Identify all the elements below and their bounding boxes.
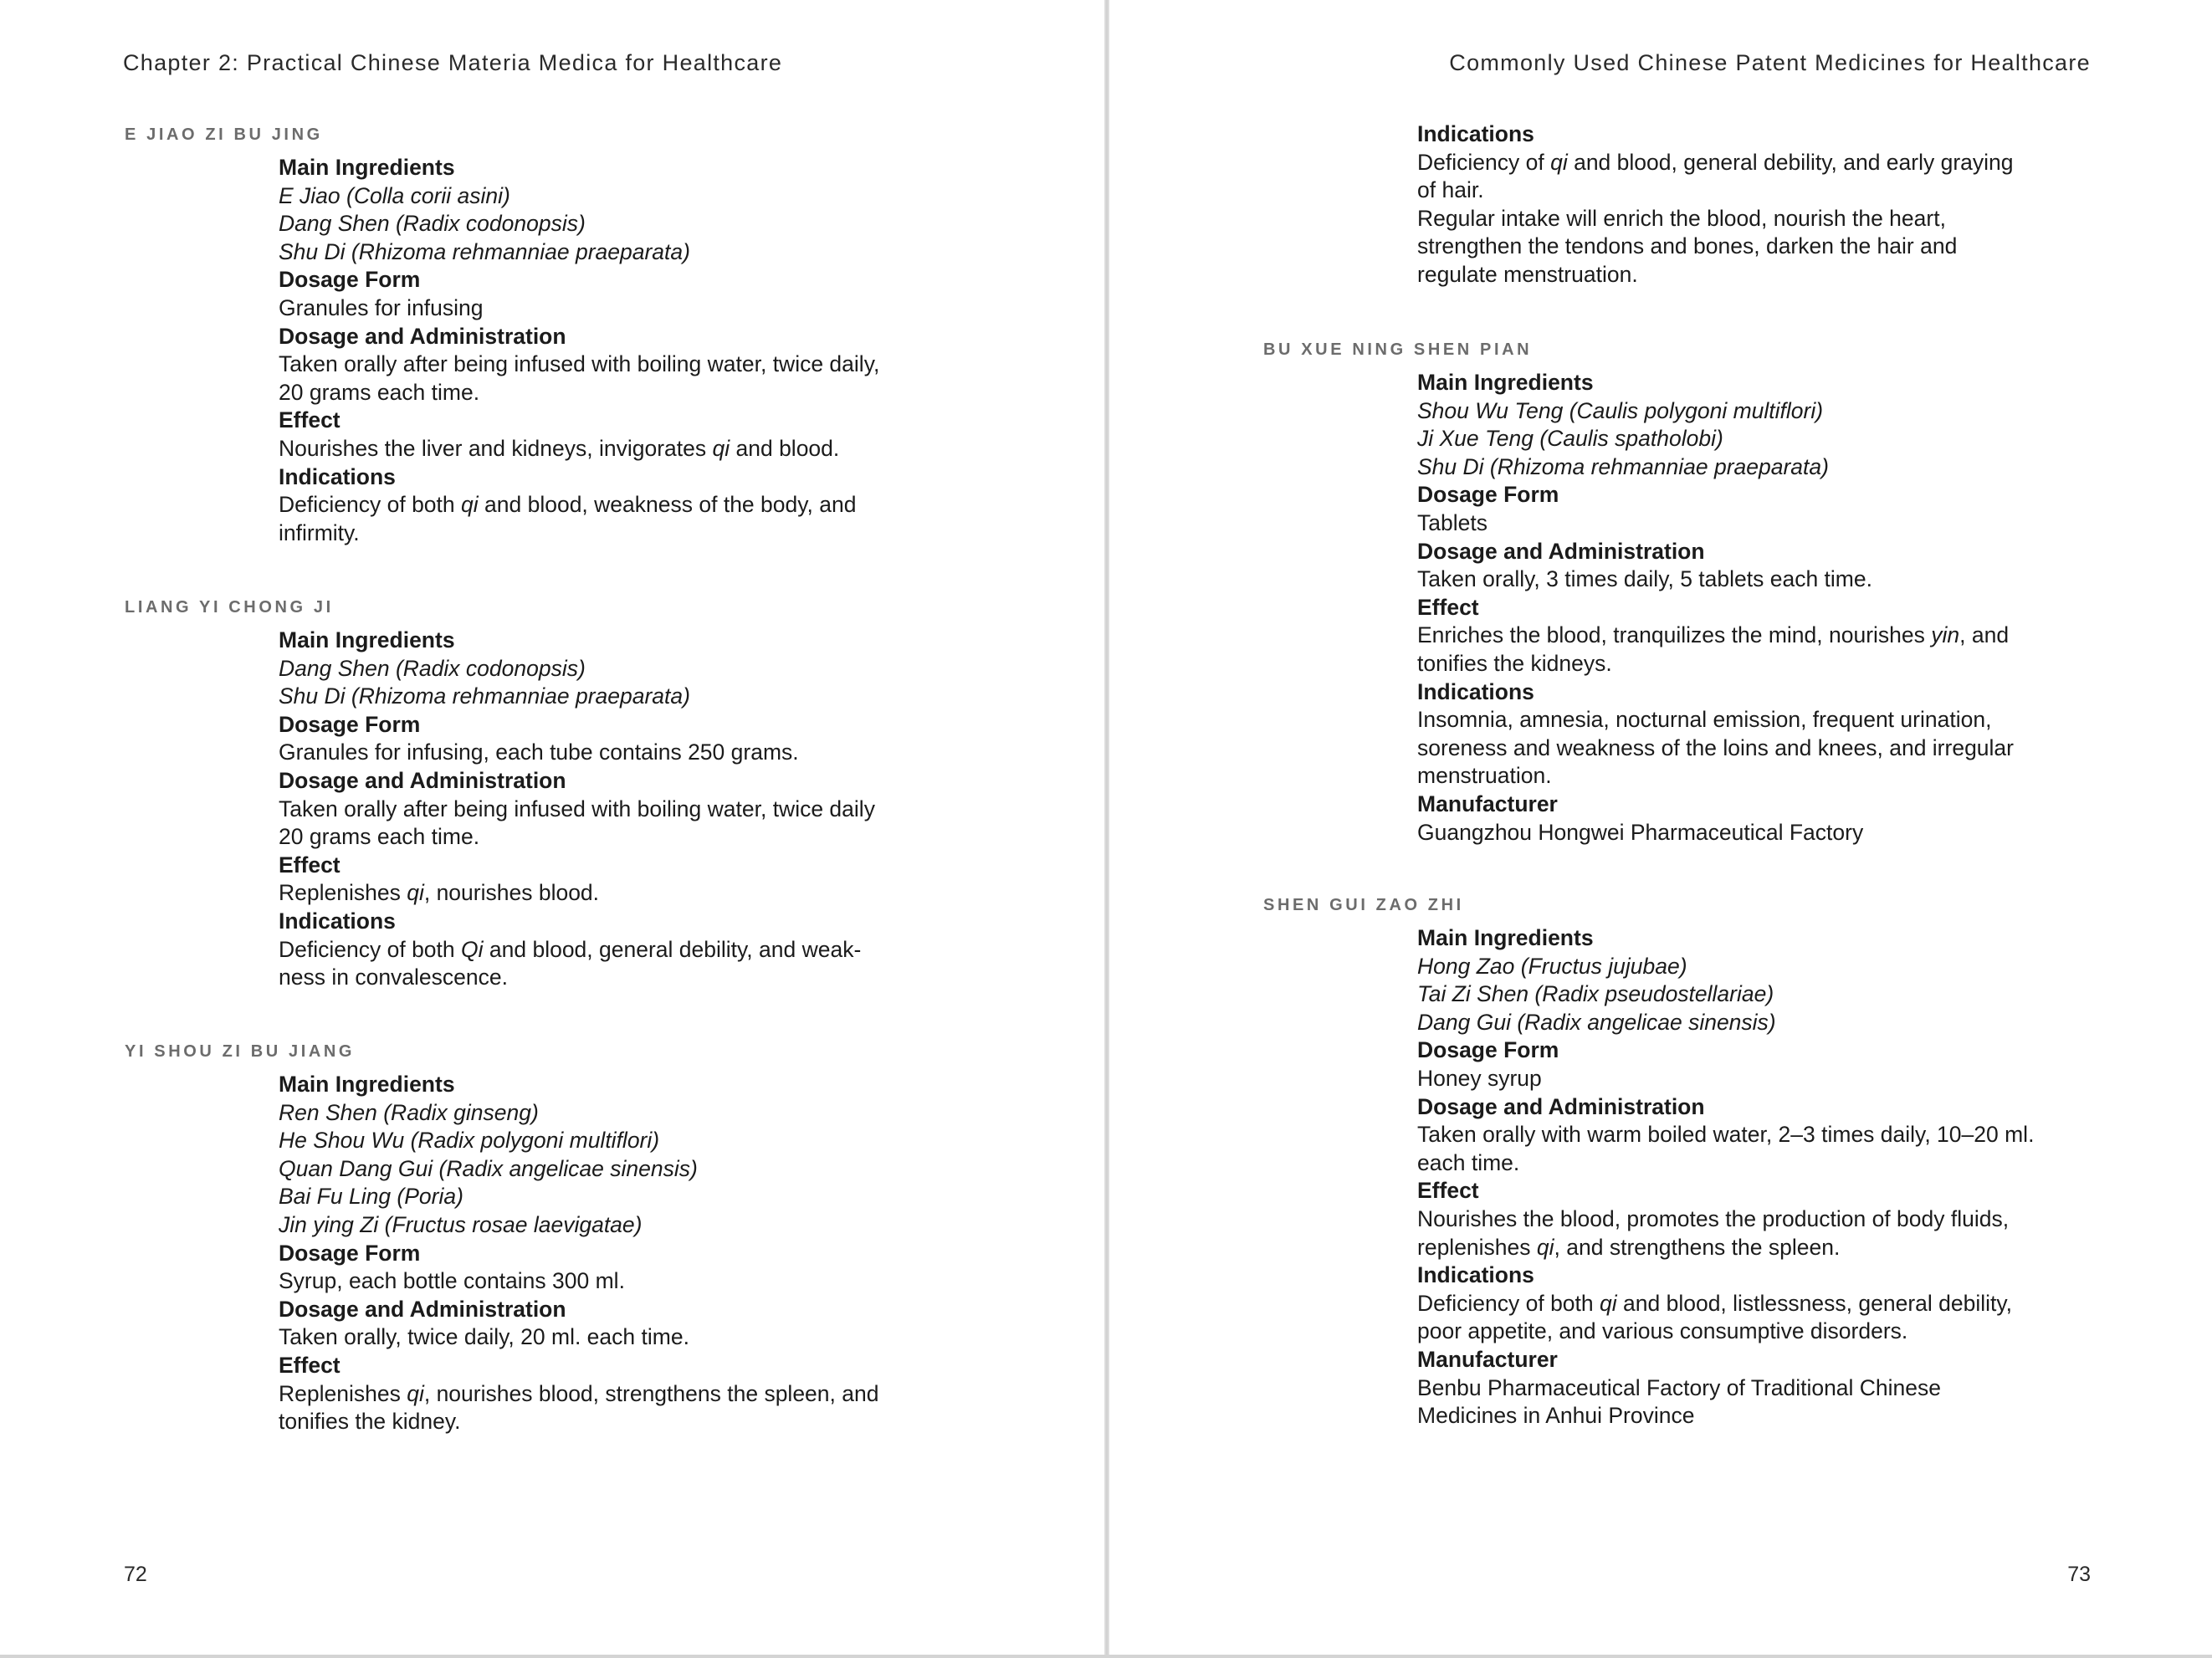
ingredient-item: Bai Fu Ling (Poria) — [279, 1184, 463, 1210]
effect-line — [279, 1408, 889, 1436]
text-run: infirmity. — [279, 519, 360, 545]
entry-title: LIANG YI CHONG JI — [125, 598, 334, 617]
administration-heading: Dosage and Administration — [279, 1296, 566, 1322]
entry-body — [1417, 924, 2035, 1430]
ingredient-item: Dang Shen (Radix codonopsis) — [279, 211, 586, 237]
ingredient-item: He Shou Wu (Radix polygoni multiflori) — [279, 1128, 660, 1154]
text-run-italic: qi — [1550, 149, 1568, 175]
text-run-italic: qi — [1536, 1234, 1554, 1260]
effect-line — [279, 435, 889, 463]
right-page — [1109, 0, 2212, 1655]
text-run: and blood, general debility, and weak- — [483, 936, 862, 962]
ingredient-item: Tai Zi Shen (Radix pseudostellariae) — [1417, 981, 1774, 1007]
text-run: Deficiency of — [1417, 149, 1551, 175]
entry-title: YI SHOU ZI BU JIANG — [125, 1042, 356, 1061]
dosage-form-heading: Dosage Form — [279, 1240, 421, 1266]
effect-line — [1417, 1205, 2028, 1234]
indications-line — [1417, 149, 2053, 177]
text-run: Enriches the blood, tranquilizes the mind, nourishes — [1417, 622, 1932, 648]
administration-line: Taken orally, twice daily, 20 ml. each time. — [279, 1324, 689, 1350]
text-run-italic: qi — [1600, 1290, 1617, 1316]
text-run: ness in convalescence. — [279, 965, 508, 990]
dosage-form-heading: Dosage Form — [1417, 1037, 1559, 1063]
main-ingredients-heading: Main Ingredients — [279, 627, 455, 652]
text-run: and blood. — [730, 435, 840, 461]
text-run: , nourishes blood, strengthens the spleen, and — [423, 1380, 879, 1406]
running-head: Commonly Used Chinese Patent Medicines for Healthcare — [1449, 50, 2091, 75]
main-ingredients-heading: Main Ingredients — [279, 1072, 455, 1097]
text-run-italic: qi — [407, 880, 424, 906]
effect-line — [279, 879, 889, 908]
manufacturer-line: Benbu Pharmaceutical Factory of Traditional Chinese — [1417, 1374, 1942, 1400]
ingredient-item: Dang Shen (Radix codonopsis) — [279, 655, 586, 681]
text-run: menstruation. — [1417, 763, 1552, 789]
text-run: of hair. — [1417, 177, 1484, 203]
continued-indications — [1417, 120, 2053, 289]
text-run-italic: yin — [1931, 622, 1960, 648]
manufacturer-line: Guangzhou Hongwei Pharmaceutical Factory — [1417, 819, 1864, 845]
ingredient-item: Jin ying Zi (Fructus rosae laevigatae) — [279, 1211, 643, 1237]
dosage-form-text: Syrup, each bottle contains 300 ml. — [279, 1268, 625, 1294]
administration-line: Taken orally after being infused with boiling water, twice daily — [279, 796, 875, 821]
text-run: Replenishes — [279, 880, 407, 906]
administration-line: Taken orally after being infused with boiling water, twice daily, — [279, 351, 880, 377]
indications-heading: Indications — [1417, 1262, 1534, 1288]
ingredient-item: E Jiao (Colla corii asini) — [279, 182, 510, 208]
ingredient-item: Dang Gui (Radix angelicae sinensis) — [1417, 1009, 1776, 1035]
text-run: Deficiency of both — [1417, 1290, 1600, 1316]
effect-line — [279, 1380, 889, 1409]
indications-heading: Indications — [1417, 678, 1534, 704]
text-run: Insomnia, amnesia, nocturnal emission, frequent urination, — [1417, 707, 1992, 733]
dosage-form-heading: Dosage Form — [1417, 482, 1559, 508]
administration-line: 20 grams each time. — [279, 824, 480, 850]
administration-line: each time. — [1417, 1149, 1520, 1175]
entry-body — [279, 627, 889, 992]
effect-heading: Effect — [279, 1352, 341, 1378]
effect-line — [1417, 1234, 2028, 1262]
text-run: Deficiency of both — [279, 936, 462, 962]
indications-heading: Indications — [1417, 121, 1534, 146]
main-ingredients-heading: Main Ingredients — [1417, 370, 1594, 395]
dosage-form-text: Honey syrup — [1417, 1065, 1542, 1091]
text-run: replenishes — [1417, 1234, 1537, 1260]
indications-heading: Indications — [279, 908, 396, 934]
text-run: and blood, weakness of the body, and — [478, 492, 857, 518]
running-head: Chapter 2: Practical Chinese Materia Medica for Healthcare — [123, 50, 783, 75]
manufacturer-line: Medicines in Anhui Province — [1417, 1403, 1695, 1429]
text-run: Regular intake will enrich the blood, nourish the heart, — [1417, 205, 1946, 231]
effect-heading: Effect — [1417, 1178, 1479, 1204]
indications-line — [1417, 706, 2028, 734]
administration-line: Taken orally, 3 times daily, 5 tablets each time. — [1417, 566, 1872, 592]
text-run: Nourishes the blood, promotes the production of body fluids, — [1417, 1205, 2010, 1231]
effect-line — [1417, 650, 2028, 678]
entry-title: E JIAO ZI BU JING — [125, 125, 323, 144]
effect-heading: Effect — [279, 852, 341, 878]
effect-line — [1417, 622, 2028, 650]
text-run: , and strengthens the spleen. — [1554, 1234, 1841, 1260]
effect-heading: Effect — [279, 407, 341, 433]
indications-line — [1417, 1290, 2028, 1318]
text-run-italic: Qi — [461, 936, 484, 962]
indications-line — [1417, 261, 2053, 289]
indications-line — [1417, 1318, 2028, 1346]
text-run: , and — [1959, 622, 2010, 648]
page-number: 72 — [124, 1563, 147, 1586]
indications-line — [279, 936, 889, 965]
text-run: poor appetite, and various consumptive disorders. — [1417, 1318, 1908, 1344]
administration-heading: Dosage and Administration — [1417, 1093, 1705, 1119]
text-run: regulate menstruation. — [1417, 261, 1638, 287]
administration-heading: Dosage and Administration — [279, 767, 566, 793]
text-run: tonifies the kidneys. — [1417, 650, 1612, 676]
administration-line: 20 grams each time. — [279, 379, 480, 405]
main-ingredients-heading: Main Ingredients — [1417, 925, 1594, 950]
administration-line: Taken orally with warm boiled water, 2–3 times daily, 10–20 ml. — [1417, 1122, 2035, 1148]
text-run-italic: qi — [407, 1380, 424, 1406]
text-run: Replenishes — [279, 1380, 407, 1406]
ingredient-item: Shou Wu Teng (Caulis polygoni multiflori) — [1417, 397, 1824, 423]
ingredient-item: Shu Di (Rhizoma rehmanniae praeparata) — [279, 238, 690, 264]
indications-line — [279, 964, 889, 992]
main-ingredients-heading: Main Ingredients — [279, 155, 455, 180]
indications-line — [279, 519, 889, 548]
text-run: strengthen the tendons and bones, darken the hair and — [1417, 233, 1958, 259]
manufacturer-heading: Manufacturer — [1417, 791, 1558, 816]
text-run-italic: qi — [461, 492, 479, 518]
entry-title: SHEN GUI ZAO ZHI — [1263, 896, 1464, 914]
ingredient-item: Hong Zao (Fructus jujubae) — [1417, 953, 1687, 979]
ingredient-item: Quan Dang Gui (Radix angelicae sinensis) — [279, 1155, 698, 1181]
indications-line — [1417, 762, 2028, 791]
ingredient-item: Shu Di (Rhizoma rehmanniae praeparata) — [1417, 453, 1829, 479]
text-run: Deficiency of both — [279, 492, 462, 518]
effect-heading: Effect — [1417, 594, 1479, 620]
manufacturer-heading: Manufacturer — [1417, 1346, 1558, 1372]
administration-heading: Dosage and Administration — [1417, 538, 1705, 564]
entry-title: BU XUE NING SHEN PIAN — [1263, 340, 1533, 359]
text-run-italic: qi — [712, 435, 730, 461]
entry-body — [1417, 369, 2028, 847]
text-run: Nourishes the liver and kidneys, invigorates — [279, 435, 713, 461]
indications-line — [1417, 205, 2053, 233]
ingredient-item: Shu Di (Rhizoma rehmanniae praeparata) — [279, 683, 690, 709]
indications-line — [1417, 177, 2053, 205]
ingredient-item: Ji Xue Teng (Caulis spatholobi) — [1417, 426, 1723, 452]
text-run: and blood, general debility, and early graying — [1567, 149, 2014, 175]
entry-body — [279, 1071, 889, 1436]
indications-line — [1417, 734, 2028, 763]
administration-heading: Dosage and Administration — [279, 323, 566, 349]
indications-line — [1417, 233, 2053, 261]
dosage-form-heading: Dosage Form — [279, 267, 421, 293]
indications-line — [279, 491, 889, 519]
text-run: , nourishes blood. — [423, 880, 600, 906]
dosage-form-heading: Dosage Form — [279, 711, 421, 737]
text-run: tonifies the kidney. — [279, 1409, 461, 1435]
page-number: 73 — [2067, 1563, 2091, 1586]
bottom-edge — [0, 1655, 2212, 1658]
indications-heading: Indications — [279, 463, 396, 489]
dosage-form-text: Tablets — [1417, 509, 1487, 535]
text-run: soreness and weakness of the loins and knees, and irregular — [1417, 734, 2014, 760]
ingredient-item: Ren Shen (Radix ginseng) — [279, 1099, 539, 1125]
entry-body — [279, 154, 889, 547]
dosage-form-text: Granules for infusing — [279, 294, 484, 320]
text-run: and blood, listlessness, general debility, — [1616, 1290, 2013, 1316]
left-page — [0, 0, 1104, 1655]
dosage-form-text: Granules for infusing, each tube contains 250 grams. — [279, 739, 799, 765]
